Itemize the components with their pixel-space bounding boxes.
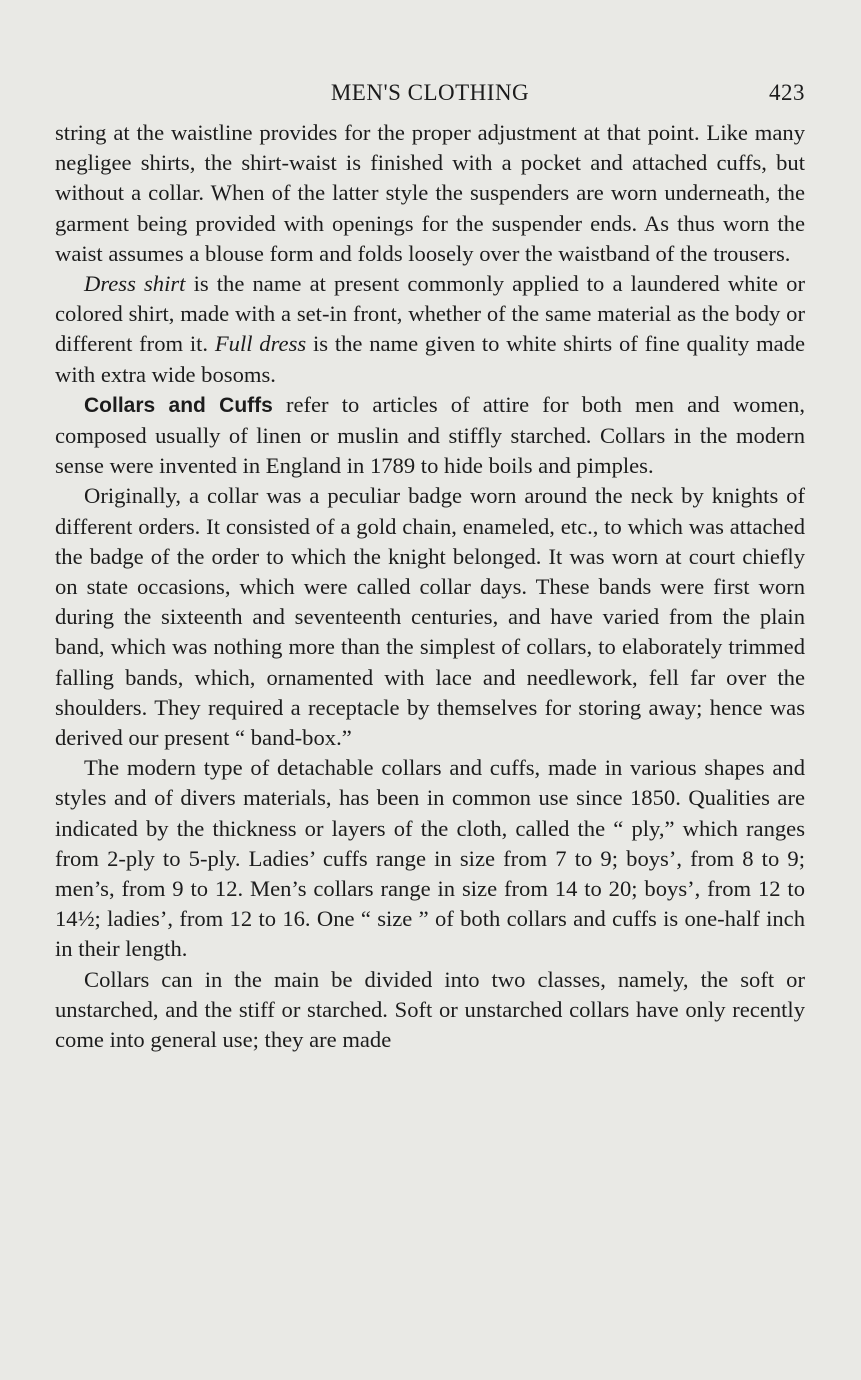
paragraph-full-dress-text: is the name given to white shirts of fine quality made with extra wide bosoms. bbox=[55, 331, 805, 387]
paragraph-collars-and-cuffs-text: refer to articles of attire for both men and women, composed usually of linen or muslin and stiffly starched. Collars in the modern sense were invented in England in 1789 to hide boils and pimples. bbox=[55, 391, 805, 479]
paragraph-modern-collars-text-end: ; ladies’, from 12 to 16. One “ size ” of both collars and cuffs is one-half inch in their length. bbox=[55, 906, 805, 962]
term-dress-shirt: Dress shirt bbox=[84, 271, 186, 297]
body-text bbox=[55, 118, 805, 1055]
paragraph-collars-and-cuffs bbox=[55, 390, 805, 482]
paragraph-collar-classes: Collars can in the main be divided into two classes, namely, the soft or unstarched, and the stiff or starched. Soft or unstarched collars have only recently come into general use; they are made bbox=[55, 966, 805, 1053]
section-heading-collars-and-cuffs: Collars and Cuffs bbox=[84, 393, 273, 417]
paragraph-dress-shirt-text: is the name at present commonly applied to a laundered white or colored shirt, made with a set-in front, whether of the same material as the body or different from it. bbox=[55, 271, 805, 357]
paragraph-dress-shirt bbox=[55, 269, 805, 390]
page-header bbox=[55, 76, 805, 118]
term-full-dress: Full dress bbox=[214, 331, 307, 357]
paragraph-modern-collars-text: The modern type of detachable collars and cuffs, made in various shapes and styles and of divers materials, has been in common use since 1850. Qualities are indicated by the thickness or layers of the cloth, called the “ ply,” which ranges from 2-ply to 5-ply. Ladies’ cuffs range in size from 7 to 9; boys’, from 8 to 9; men’s, from 9 to 12. Men’s collars range in size from 14 to 20; boys’, from 12 to 14 bbox=[55, 755, 805, 932]
paragraph-shirt-waist: string at the waistline provides for the proper adjustment at that point. Like many negligee shirts, the shirt-waist is finished with a pocket and attached cuffs, but without a collar. When of the latter style the suspenders are worn underneath, the garment being provided with openings for the suspender ends. As thus worn the waist assumes a blouse form and folds loosely over the waistband of the trousers. bbox=[55, 120, 805, 266]
fraction-half: ½ bbox=[77, 906, 95, 932]
running-title: MEN'S CLOTHING bbox=[330, 80, 530, 105]
paragraph-modern-collars bbox=[55, 753, 805, 964]
paragraph-collar-history: Originally, a collar was a peculiar badge worn around the neck by knights of different orders. It consisted of a gold chain, enameled, etc., to which was attached the badge of the order to which the knight belonged. It was worn at court chiefly on state occasions, which were called collar days. These bands were first worn during the sixteenth and seventeenth centuries, and have varied from the plain band, which was nothing more than the simplest of collars, to elaborately trimmed falling bands, which, ornamented with lace and needlework, fell far over the shoulders. They required a receptacle by themselves for storing away; hence was derived our present “ band-box.” bbox=[55, 483, 805, 751]
page-number: 423 bbox=[769, 80, 805, 105]
